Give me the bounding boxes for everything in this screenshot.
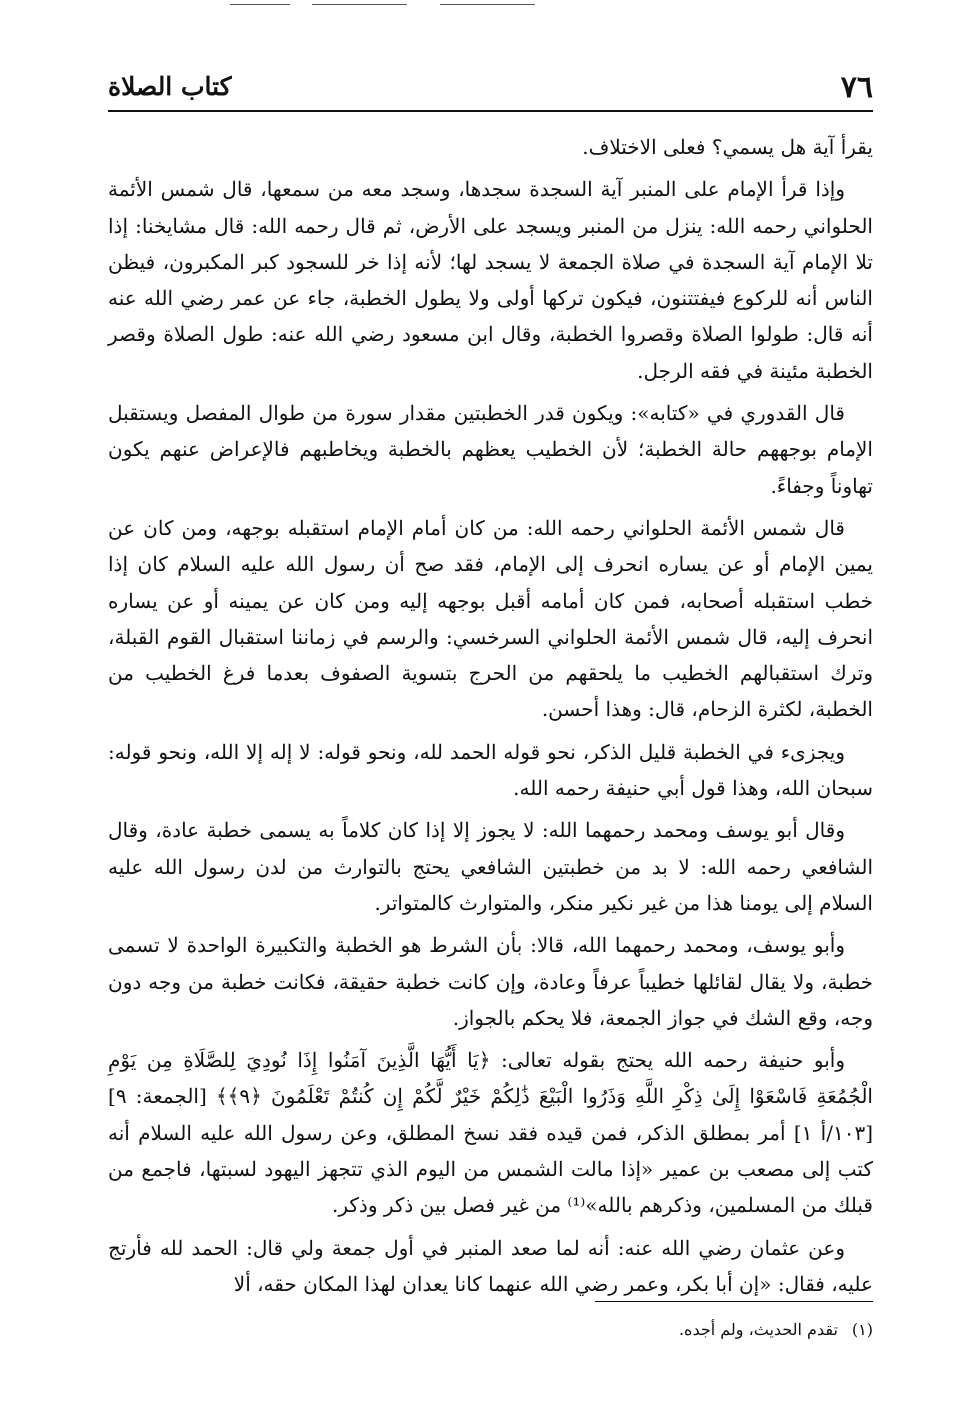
- paragraph-8: وأبو حنيفة رحمه الله يحتج بقوله تعالى: ﴿يَا أَيُّهَا الَّذِينَ آمَنُوا إِذَا نُودِيَ لِلصَّلَاةِ مِن يَوْمِ الْجُمُعَةِ فَاسْعَوْا إِلَىٰ ذِكْرِ اللَّهِ وَذَرُوا الْبَيْعَ ذَٰلِكُمْ خَيْرٌ لَّكُمْ إِن كُنتُمْ تَعْلَمُونَ ﴿٩﴾﴾ [الجمعة: ٩] [١٠٣/أ ١] أمر بمطلق الذكر، فمن قيده فقد نسخ المطلق، وعن رسول الله عليه السلام أنه كتب إلى مصعب بن عمير «إذا مالت الشمس من اليوم الذي تتجهز اليهود لسبتها، فاجمع من قبلك من المسلمين، وذكرهم بالله»⁽¹⁾ من غير فصل بين ذكر وذكر.: [108, 1048, 873, 1218]
- page-number: ٧٦: [840, 70, 873, 105]
- paragraph-2: وإذا قرأ الإمام على المنبر آية السجدة سجدها، وسجد معه من سمعها، قال شمس الأئمة الحلواني رحمه الله: ينزل من المنبر ويسجد على الأرض، ثم قال رحمه الله: قال مشايخنا: إذا تلا الإمام آية السجدة في صلاة الجمعة لا يسجد لها؛ لأنه إذا خر للسجود كبر المكبرون، فيظن الناس أنه للركوع فيفتتنون، فيكون تركها أولى ولا يطول الخطبة، جاء عن عمر رضي الله عنه أنه قال: طولوا الصلاة وقصروا الخطبة، وقال ابن مسعود رضي الله عنه: طول الصلاة وقصر الخطبة مئينة في فقه الرجل.: [108, 177, 873, 383]
- running-title: كتاب الصلاة: [108, 72, 232, 101]
- footnote-marker: (١): [851, 1320, 873, 1339]
- footnote-rule: [595, 1301, 873, 1302]
- header-rule: [108, 110, 873, 112]
- paragraph-5: ويجزىء في الخطبة قليل الذكر، نحو قوله الحمد لله، ونحو قوله: لا إله إلا الله، ونحو قوله: سبحان الله، وهذا قول أبي حنيفة رحمه الله.: [108, 739, 873, 801]
- footnote-text: تقدم الحديث، ولم أجده.: [678, 1320, 838, 1339]
- paragraph-7: وأبو يوسف، ومحمد رحمهما الله، قالا: بأن الشرط هو الخطبة والتكبيرة الواحدة لا تسمى خطبة، ولا يقال لقائلها خطيباً عرفاً وعادة، وإن كانت خطبة حقيقة، فكانت خطبة من وجه دون وجه، وقع الشك في جواز الجمعة، فلا يحكم بالجواز.: [108, 933, 873, 1030]
- paragraph-6: وقال أبو يوسف ومحمد رحمهما الله: لا يجوز إلا إذا كان كلاماً به يسمى خطبة عادة، وقال الشافعي رحمه الله: لا بد من خطبتين الشافعي يحتج بالتوارث من لدن رسول الله عليه السلام إلى يومنا هذا من غير نكير منكر، والمتوارث كالمتواتر.: [108, 818, 873, 915]
- paragraph-3: قال القدوري في «كتابه»: ويكون قدر الخطبتين مقدار سورة من طوال المفصل ويستقبل الإمام بوجههم حالة الخطبة؛ لأن الخطيب يعظهم بالخطبة ويخاطبهم فالإعراض عنهم يكون تهاوناً وجفاءً.: [108, 401, 873, 498]
- paragraph-9: وعن عثمان رضي الله عنه: أنه لما صعد المنبر في أول جمعة ولي قال: الحمد لله فأرتج عليه، فقال: «إن أبا بكر، وعمر رضي الله عنهما كانا يعدان لهذا المكان حقه، ألا: [108, 1235, 873, 1296]
- page-header: [108, 68, 873, 112]
- footnote: [108, 1318, 873, 1342]
- top-scan-marks: [0, 0, 968, 14]
- paragraph-1: يقرأ آية هل يسمي؟ فعلى الاختلاف.: [582, 135, 873, 159]
- paragraph-4: قال شمس الأئمة الحلواني رحمه الله: من كان أمام الإمام استقبله بوجهه، ومن كان عن يمين الإمام أو عن يساره انحرف إلى الإمام، فقد صح أن رسول الله عليه السلام كان إذا خطب استقبله أصحابه، فمن كان أمامه أقبل بوجهه إليه ومن كان عن يمينه أو عن يساره انحرف إليه، قال شمس الأئمة الحلواني السرخسي: والرسم في زماننا استقبال القوم القبلة، وترك استقبالهم الخطيب ما يلحقهم من الحرج بتسوية الصفوف بعدما فرغ الخطيب من الخطبة، لكثرة الزحام، قال: وهذا أحسن.: [108, 515, 873, 722]
- page-body: [108, 129, 873, 1308]
